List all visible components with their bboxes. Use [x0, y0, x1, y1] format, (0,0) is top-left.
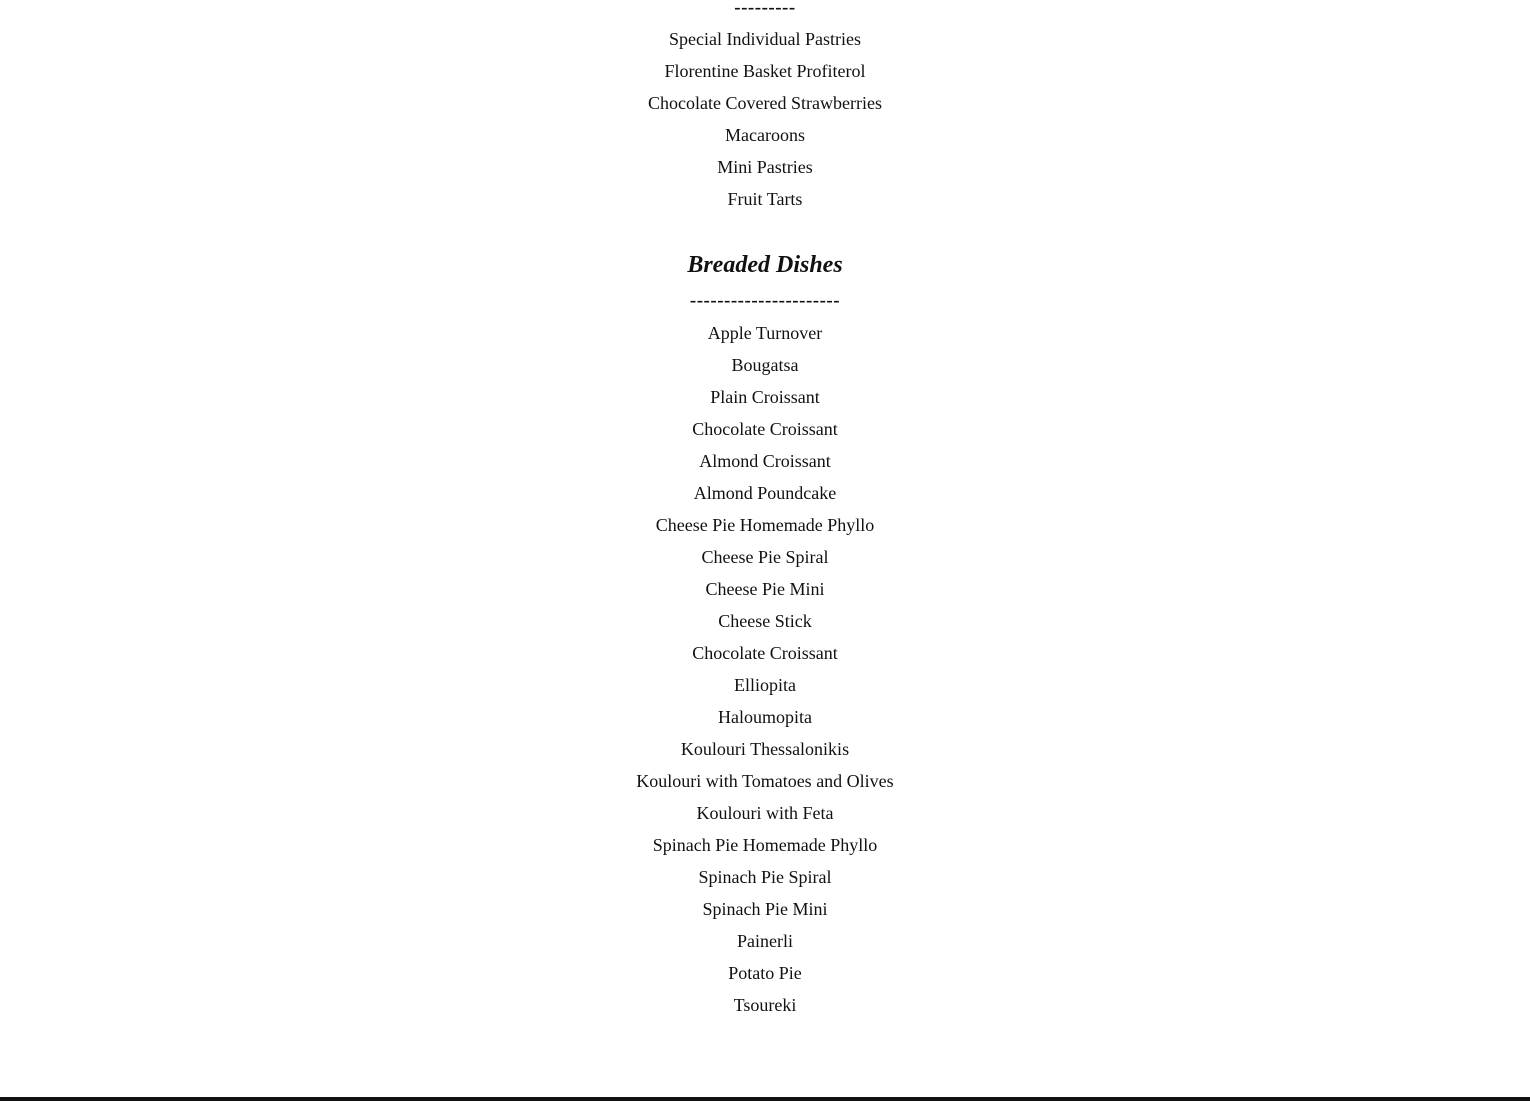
- menu-item: Elliopita: [734, 675, 796, 695]
- menu-item: Cheese Pie Homemade Phyllo: [655, 515, 875, 535]
- menu-item: Cheese Pie Spiral: [701, 547, 829, 567]
- menu-item: Potato Pie: [728, 963, 802, 983]
- menu-item: Fruit Tarts: [727, 189, 803, 209]
- menu-item: Haloumopita: [718, 707, 812, 727]
- breaded-dishes-heading: Breaded Dishes: [687, 252, 843, 278]
- menu-item: Almond Poundcake: [693, 483, 837, 503]
- menu-item: Koulouri Thessalonikis: [680, 739, 850, 759]
- menu-item: Special Individual Pastries: [669, 29, 861, 49]
- menu-item: Spinach Pie Mini: [702, 899, 828, 919]
- menu-item: Chocolate Croissant: [692, 643, 838, 663]
- pastries-divider: ---------: [734, 0, 796, 18]
- menu-item: Chocolate Croissant: [692, 419, 838, 439]
- menu-item: Spinach Pie Homemade Phyllo: [652, 835, 878, 855]
- menu-item: Apple Turnover: [707, 323, 823, 343]
- menu-item: Spinach Pie Spiral: [698, 867, 832, 887]
- menu-item: Florentine Basket Profiterol: [664, 61, 866, 81]
- menu-item: Koulouri with Tomatoes and Olives: [636, 771, 894, 791]
- menu-item: Almond Croissant: [699, 451, 831, 471]
- breaded-dishes-divider: ----------------------: [689, 290, 841, 311]
- menu-item: Macaroons: [725, 125, 805, 145]
- menu-item: Bougatsa: [731, 355, 799, 375]
- menu-item: Plain Croissant: [710, 387, 820, 407]
- menu-item: Painerli: [737, 931, 793, 951]
- menu-item: Chocolate Covered Strawberries: [648, 93, 882, 113]
- menu-item: Koulouri with Feta: [696, 803, 834, 823]
- menu-item: Tsoureki: [733, 995, 797, 1015]
- menu-item: Cheese Pie Mini: [705, 579, 825, 599]
- menu-item: Cheese Stick: [718, 611, 812, 631]
- menu-item: Mini Pastries: [717, 157, 813, 177]
- footer-divider: [0, 1097, 1530, 1101]
